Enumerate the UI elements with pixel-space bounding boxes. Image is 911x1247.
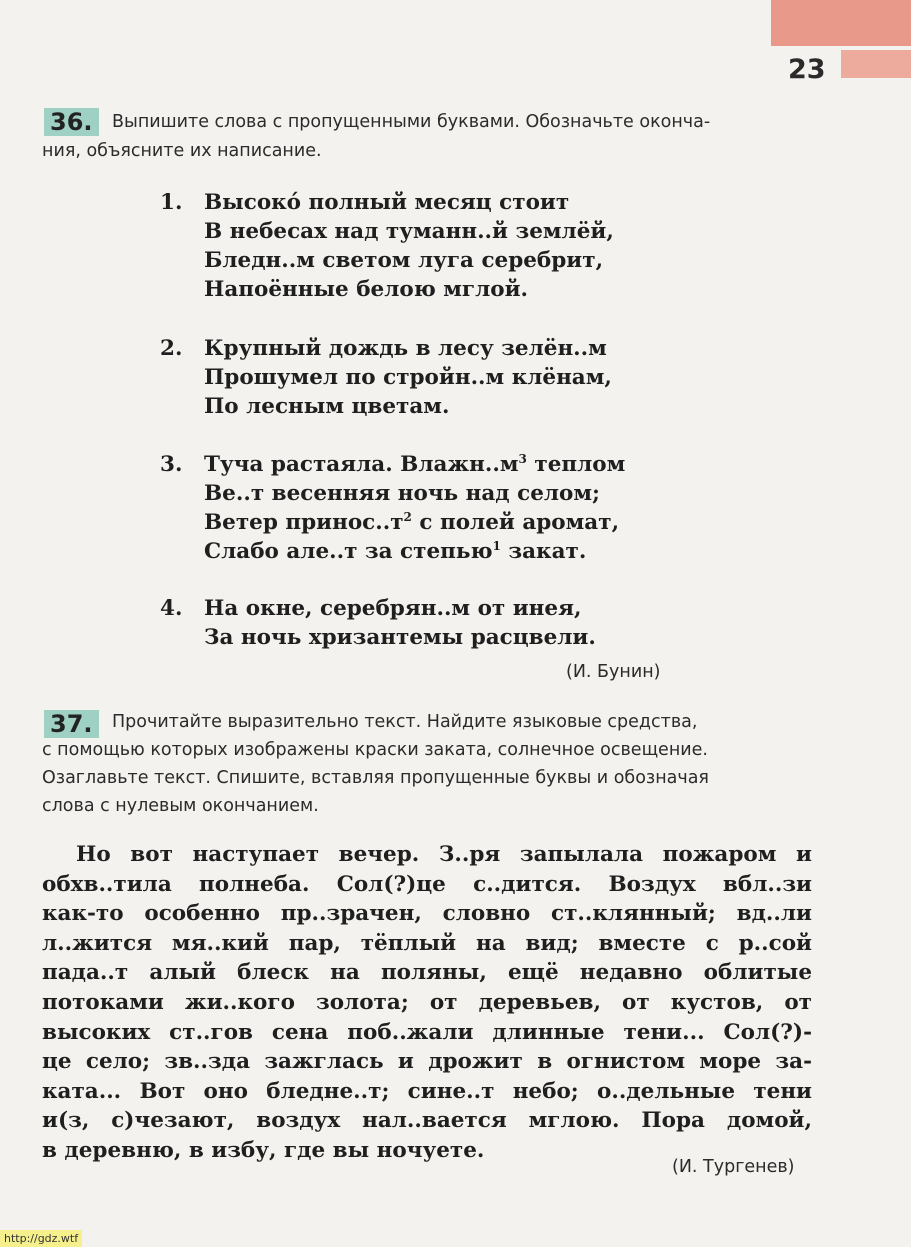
exercise-37-number: 37. (44, 710, 99, 738)
exercise-37-instruction (42, 708, 812, 820)
text-line: л..жится мя..кий пар, тёплый на вид; вместе с р..сой (42, 930, 812, 956)
poem-line: По лесным цветам. (204, 394, 450, 419)
poem-line-tail: теплом (534, 452, 626, 477)
poem-line: Высокó полный месяц стоит (204, 190, 570, 215)
poem-line: Прошумел по стройн..м клёнам, (204, 365, 612, 390)
poem-line: Слабо але..т за степью (204, 539, 493, 564)
instruction-line: слова с нулевым окончанием. (42, 796, 319, 816)
stanza-number: 2. (160, 336, 183, 361)
text-line: ката... Вот оно бледне..т; сине..т небо; о..дельные тени (42, 1078, 812, 1104)
poem-line: В небесах над туманн..й землёй, (204, 219, 614, 244)
footnote-mark: 1 (492, 538, 501, 553)
text-line: обхв..тила полнеба. Сол(?)це с..дится. Воздух вбл..зи (42, 871, 812, 897)
exercise-36-number: 36. (44, 108, 99, 136)
poem-line: Крупный дождь в лесу зелён..м (204, 336, 607, 361)
page-number: 23 (788, 54, 826, 85)
poem-stanza-2 (160, 334, 612, 421)
poem-line-tail: закат. (508, 539, 587, 564)
page-corner-tab (771, 0, 911, 46)
text-line: Но вот наступает вечер. З..ря запылала пожаром и (76, 842, 812, 867)
instruction-line: Озаглавьте текст. Спишите, вставляя пропущенные буквы и обозначая (42, 768, 709, 788)
site-watermark-link[interactable]: http://gdz.wtf (0, 1230, 82, 1247)
text-line: высоких ст..гов сена поб..жали длинные тени... Сол(?)- (42, 1019, 812, 1045)
poem-stanza-3 (160, 450, 625, 566)
text-line: и(з, с)чезают, воздух нал..вается мглою. Пора домой, (42, 1108, 812, 1134)
prose-author: (И. Тургенев) (672, 1157, 795, 1177)
instruction-line: с помощью которых изображены краски заката, солнечное освещение. (42, 740, 708, 760)
stanza-number: 3. (160, 452, 183, 477)
poem-stanza-4 (160, 594, 596, 652)
text-line: це село; зв..зда зажглась и дрожит в огнистом море за- (42, 1049, 812, 1075)
poem-author: (И. Бунин) (566, 662, 661, 682)
text-line: потоками жи..кого золота; от деревьев, от кустов, от (42, 989, 812, 1015)
poem-line: Ветер принос..т (204, 510, 404, 535)
instruction-line: ния, объясните их написание. (42, 141, 322, 161)
poem-line: За ночь хризантемы расцвели. (204, 625, 596, 650)
poem-line: Ве..т весенняя ночь над селом; (204, 481, 600, 506)
footnote-mark: 2 (403, 509, 412, 524)
poem-line: На окне, серебрян..м от инея, (204, 596, 582, 621)
instruction-line: Выпишите слова с пропущенными буквами. Обозначьте оконча- (112, 112, 711, 132)
exercise-37-text (42, 840, 812, 1166)
instruction-line: Прочитайте выразительно текст. Найдите языковые средства, (112, 712, 698, 732)
poem-stanza-1 (160, 188, 614, 304)
footnote-mark: 3 (518, 451, 527, 466)
poem-line: Туча растаяла. Влажн..м (204, 452, 519, 477)
page-corner-band (841, 50, 911, 78)
text-line: пада..т алый блеск на поляны, ещё недавно облитые (42, 960, 812, 986)
poem-line-tail: с полей аромат, (419, 510, 620, 535)
poem-line: Напоённые белою мглой. (204, 277, 529, 302)
text-line: в деревню, в избу, где вы ночуете. (42, 1137, 485, 1163)
stanza-number: 1. (160, 190, 183, 215)
text-line: как-то особенно пр..зрачен, словно ст..клянный; вд..ли (42, 901, 812, 927)
stanza-number: 4. (160, 596, 183, 621)
poem-line: Бледн..м светом луга серебрит, (204, 248, 604, 273)
